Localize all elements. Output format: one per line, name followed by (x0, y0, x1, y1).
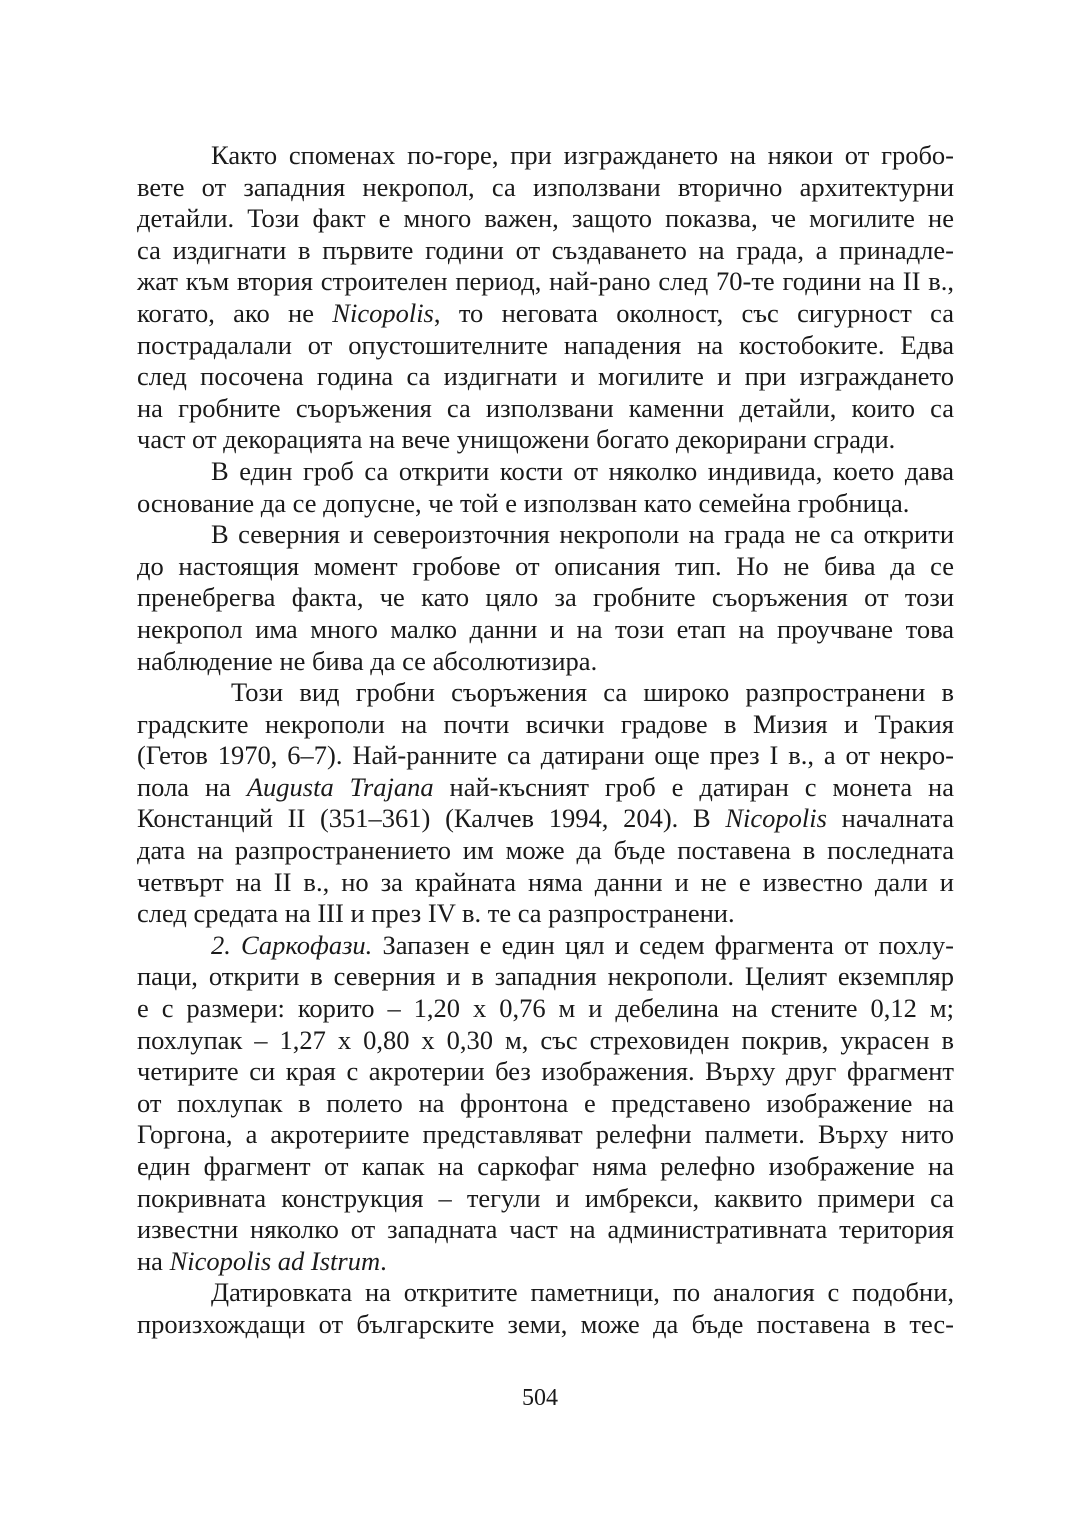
text-line (137, 803, 954, 835)
paragraph (137, 930, 954, 1278)
text-line: вете от западния некропол, са използвани вторично архитектурни (137, 171, 954, 202)
paragraph (137, 677, 954, 930)
text-line: Горгона, а акротериите представляват релефни палмети. Върху нито (137, 1119, 954, 1150)
text-line: паци, открити в северния и в западния некрополи. Целият екземпляр (137, 961, 954, 992)
italic-term: Augusta Trajana (246, 771, 434, 802)
text-segment: началната (826, 803, 954, 834)
text-line: след средата на III и през IV в. те са разпространени. (137, 898, 735, 929)
text-segment: Запазен е един цял и седем фрагмента от похлу- (372, 929, 954, 960)
page-body (137, 140, 954, 1341)
text-segment: най-късният гроб е датиран с монета на (433, 771, 954, 802)
text-line: (Гетов 1970, 6–7). Най-ранните са датирани още през I в., а от некро- (137, 740, 954, 771)
text-line: градските некрополи на почти всички градове в Мизия и Тракия (137, 708, 954, 739)
text-line: пострадалали от опустошителните нападения на костобоките. Едва (137, 329, 954, 360)
italic-term: Nicopolis (332, 297, 434, 328)
text-line: некропол има много малко данни и на този етап на проучване това (137, 613, 954, 644)
text-line (137, 772, 954, 804)
text-line: дата на разпространението им може да бъде поставена в последната (137, 835, 954, 866)
text-segment: когато, ако не (137, 297, 333, 328)
text-segment: на (137, 1245, 170, 1276)
text-line: четвърт на II в., но за крайната няма данни и не е известно дали и (137, 866, 954, 897)
text-line: са издигнати в първите години от създаването на града, а принадле- (137, 234, 954, 265)
text-line: жат към втория строителен период, най-рано след 70-те години на II в., (137, 266, 954, 297)
text-segment: Констанций II (351–361) (Калчев 1994, 204). В (137, 803, 726, 834)
text-line: известни няколко от западната част на административната територия (137, 1214, 954, 1245)
text-line: Този вид гробни съоръжения са широко разпространени в (231, 677, 954, 708)
text-segment: пола на (137, 771, 247, 802)
text-line (137, 930, 954, 962)
text-segment: . (380, 1245, 387, 1276)
text-line: детайли. Този факт е много важен, защото показва, че могилите не (137, 203, 954, 234)
text-line: един фрагмент от капак на саркофаг няма релефно изображение на (137, 1151, 954, 1181)
text-line: пренебрегва факта, че като цяло за гробните съоръжения от този (137, 582, 954, 613)
text-line: наблюдение не бива да се абсолютизира. (137, 645, 598, 676)
paragraph (137, 519, 954, 677)
text-line: В северния и североизточния некрополи на града не са открити (211, 519, 954, 550)
text-line: основание да се допусне, че той е използван като семейна гробница. (137, 487, 910, 518)
text-line: е с размери: корито – 1,20 х 0,76 м и дебелина на стените 0,12 м; (137, 993, 954, 1024)
paragraph (137, 140, 954, 456)
text-line: след посочена година са издигнати и могилите и при изграждането (137, 361, 954, 392)
page-number: 504 (522, 1385, 558, 1411)
text-line (137, 1246, 954, 1278)
text-line: от похлупак в полето на фронтона е представено изображение на (137, 1087, 954, 1118)
text-line: до настоящия момент гробове от описания тип. Но не бива да се (137, 550, 954, 581)
text-segment: , то неговата околност, със сигурност са (433, 297, 954, 328)
paragraph (137, 456, 954, 519)
text-line: четирите си края с акротерии без изображения. Върху друг фрагмент (137, 1056, 954, 1087)
italic-term: Nicopolis ad Istrum (169, 1245, 381, 1276)
text-line: покривната конструкция – тегули и имбрекси, каквито примери са (137, 1182, 954, 1213)
text-line: Както споменах по-горе, при изграждането на някои от гробо- (211, 140, 954, 170)
text-line: произхождащи от българските земи, може да бъде поставена в тес- (137, 1308, 954, 1339)
italic-term: Nicopolis (725, 803, 827, 834)
paragraph (137, 1277, 954, 1340)
text-line: похлупак – 1,27 х 0,80 х 0,30 м, със стреховиден покрив, украсен в (137, 1024, 954, 1055)
text-line (137, 298, 954, 330)
text-line: част от декорацията на вече унищожени богато декорирани сгради. (137, 424, 896, 455)
text-line: на гробните съоръжения са използвани каменни детайли, които са (137, 392, 954, 423)
text-line: В един гроб са открити кости от няколко индивида, което дава (211, 455, 954, 486)
italic-term: 2. Саркофази. (211, 929, 373, 960)
text-line: Датировката на откритите паметници, по аналогия с подобни, (211, 1277, 954, 1308)
